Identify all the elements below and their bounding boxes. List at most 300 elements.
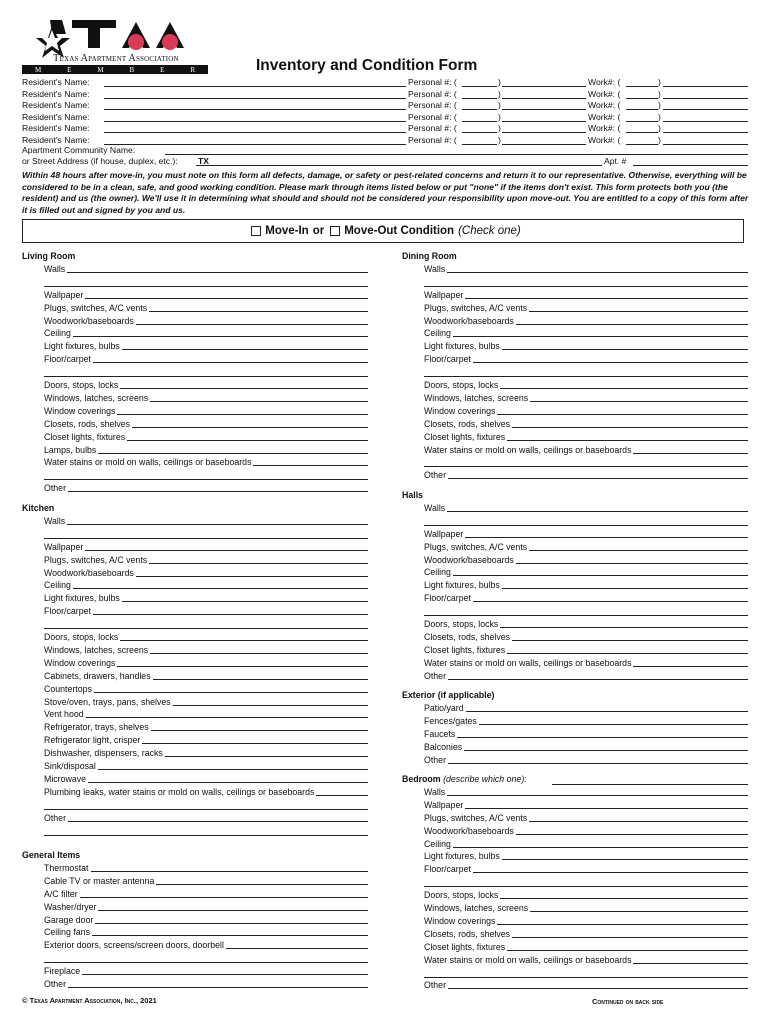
checklist-item	[44, 670, 368, 683]
checklist-item	[424, 444, 748, 457]
checklist-item	[424, 902, 748, 915]
checklist-item-field[interactable]	[424, 298, 748, 299]
member-letter: E	[67, 65, 72, 74]
checklist-item-label: Water stains or mold on walls, ceilings or baseboards	[424, 954, 632, 965]
association-name: Texas Apartment Association	[53, 53, 179, 64]
checklist-item	[44, 696, 368, 709]
move-out-label: Move-Out Condition	[344, 225, 455, 237]
checklist-item	[44, 862, 368, 875]
checklist-item-label: Woodwork/baseboards	[44, 567, 134, 578]
checklist-item-label: Floor/carpet	[44, 606, 91, 617]
blank-line-field[interactable]	[44, 537, 368, 539]
checklist-item-label: Ceiling	[44, 328, 71, 339]
work-label: Work#: (	[588, 100, 621, 110]
checklist-item-label: Light fixtures, bulbs	[424, 341, 500, 352]
checklist-item	[424, 812, 748, 825]
personal-label: Personal #: (	[408, 77, 457, 87]
checklist-item-label: Floor/carpet	[424, 864, 471, 875]
checklist-item-label: Ceiling	[424, 838, 451, 849]
checklist-item	[44, 379, 368, 392]
personal-number-field[interactable]	[502, 100, 586, 110]
checklist-item-label: Closets, rods, shelves	[44, 418, 131, 429]
checklist-item-field[interactable]	[44, 987, 368, 988]
checklist-item-field[interactable]	[424, 537, 748, 538]
resident-row	[22, 89, 748, 100]
condition-box	[22, 219, 744, 243]
checklist-item-field[interactable]	[44, 935, 368, 936]
checklist-item-label: Wallpaper	[424, 799, 464, 810]
blank-line-field[interactable]	[44, 808, 368, 810]
member-letter: M	[97, 65, 104, 74]
page-title: Inventory and Condition Form	[256, 57, 478, 74]
blank-line-field[interactable]	[44, 834, 368, 836]
checklist-item	[424, 715, 748, 728]
resident-name-label: Resident's Name:	[22, 100, 90, 110]
checklist-item-label: Ceiling	[44, 580, 71, 591]
checklist-item	[424, 838, 748, 851]
section-heading	[22, 502, 54, 515]
checklist-item-label: Wallpaper	[44, 541, 84, 552]
section-heading-text: General Items	[22, 850, 81, 860]
checklist-item	[424, 528, 748, 541]
work-area-field[interactable]	[626, 123, 658, 133]
close-paren: )	[498, 111, 501, 122]
close-paren: )	[498, 100, 501, 110]
resident-name-field[interactable]	[104, 112, 406, 122]
work-number-field[interactable]	[663, 100, 748, 110]
member-letter: M	[34, 65, 42, 74]
checklist-item-label: Floor/carpet	[424, 593, 471, 604]
work-label: Work#: (	[588, 123, 621, 133]
work-number-field[interactable]	[663, 112, 748, 122]
checklist-item	[44, 901, 368, 914]
checklist-item-label: Walls	[424, 786, 446, 797]
section-heading	[402, 773, 527, 786]
checklist-item-field[interactable]	[44, 871, 368, 872]
resident-row	[22, 135, 748, 146]
checklist-item-field[interactable]	[424, 711, 748, 712]
blank-line-field[interactable]	[424, 465, 748, 467]
checklist-item	[424, 850, 748, 863]
personal-label: Personal #: (	[408, 123, 457, 133]
checklist-item	[44, 515, 368, 528]
checklist-item-label: Ceiling	[424, 567, 451, 578]
checklist-item-field[interactable]	[424, 750, 748, 751]
address-field[interactable]	[196, 156, 602, 166]
checklist-item	[424, 702, 748, 715]
checklist-item-label: Countertops	[44, 683, 92, 694]
personal-number-field[interactable]	[502, 89, 586, 99]
checklist-item-label: Faucets	[424, 728, 456, 739]
checklist-item	[44, 875, 368, 888]
checklist-item	[424, 289, 748, 302]
section-heading	[402, 689, 494, 702]
checklist-item-label: Windows, latches, screens	[424, 903, 529, 913]
checklist-item	[424, 418, 748, 431]
checklist-item	[424, 741, 748, 754]
checklist-item-field[interactable]	[424, 847, 748, 848]
checklist-item-label: Cable TV or master antenna	[44, 875, 155, 886]
section-heading-hint: (describe which one):	[443, 774, 527, 784]
personal-label: Personal #: (	[408, 134, 457, 145]
personal-area-field[interactable]	[462, 77, 497, 87]
blank-line-field[interactable]	[424, 885, 748, 887]
checklist-item	[44, 734, 368, 747]
blank-line-field[interactable]	[424, 614, 748, 616]
checklist-item-label: Other	[424, 670, 447, 681]
logo-red-circle-2	[162, 34, 178, 50]
personal-label: Personal #: (	[408, 111, 457, 122]
checklist-item-label: Plugs, switches, A/C vents	[424, 812, 528, 823]
work-area-field[interactable]	[626, 112, 658, 122]
work-label: Work#: (	[588, 111, 621, 122]
checklist-item	[424, 825, 748, 838]
address-label: or Street Address (if house, duplex, etc.):	[22, 156, 178, 166]
checklist-item-label: Woodwork/baseboards	[424, 825, 514, 836]
personal-label: Personal #: (	[408, 100, 457, 110]
close-paren: )	[658, 100, 661, 110]
checklist-item-label: Microwave	[44, 773, 87, 784]
checklist-item-label: Window coverings	[44, 405, 116, 416]
checklist-item-field[interactable]	[424, 795, 748, 796]
checklist-item	[424, 392, 748, 405]
checklist-item	[44, 914, 368, 927]
checklist-item	[424, 954, 748, 967]
resident-name-label: Resident's Name:	[22, 134, 90, 145]
checklist-item	[44, 605, 368, 618]
checklist-item-label: Lamps, bulbs	[44, 444, 97, 455]
checklist-item-field[interactable]	[424, 511, 748, 512]
checklist-item	[44, 353, 368, 366]
checklist-item-label: Doors, stops, locks	[44, 632, 119, 642]
blank-line-field[interactable]	[44, 627, 368, 629]
checklist-item-label: Other	[424, 470, 447, 481]
section-heading-text: Bedroom	[402, 774, 441, 784]
work-number-field[interactable]	[663, 135, 748, 145]
resident-name-field[interactable]	[104, 123, 406, 133]
checklist-item	[424, 799, 748, 812]
community-field[interactable]	[165, 145, 748, 155]
checklist-item-field[interactable]	[424, 737, 748, 738]
checklist-item-label: Closet lights, fixtures	[424, 941, 506, 952]
checklist-item-label: Windows, latches, screens	[424, 392, 529, 403]
checklist-item-label: Other	[44, 812, 67, 823]
community-label: Apartment Community Name:	[22, 145, 136, 155]
personal-number-field[interactable]	[502, 77, 586, 87]
checklist-item	[44, 340, 368, 353]
checklist-item	[424, 670, 748, 683]
section-heading-text: Halls	[402, 490, 424, 500]
close-paren: )	[498, 134, 501, 145]
checklist-item-label: Ceiling fans	[44, 927, 90, 938]
checklist-item-label: Plugs, switches, A/C vents	[44, 554, 148, 565]
personal-area-field[interactable]	[462, 89, 497, 99]
blank-line-field[interactable]	[44, 375, 368, 377]
close-paren: )	[498, 88, 501, 99]
state-value: TX	[198, 156, 209, 166]
personal-area-field[interactable]	[462, 100, 497, 110]
checklist-item	[424, 631, 748, 644]
checklist-item-label: Light fixtures, bulbs	[44, 341, 120, 352]
checklist-item	[44, 541, 368, 554]
checklist-item-field[interactable]	[424, 808, 748, 809]
section-heading	[402, 489, 423, 502]
resident-name-label: Resident's Name:	[22, 88, 90, 99]
checklist-item-field[interactable]	[44, 782, 368, 783]
member-letter: R	[190, 65, 196, 74]
checklist-item-field[interactable]	[424, 478, 748, 479]
resident-row	[22, 123, 748, 134]
checklist-item	[44, 405, 368, 418]
checklist-item-label: Doors, stops, locks	[44, 380, 119, 390]
personal-number-field[interactable]	[502, 123, 586, 133]
move-in-label: Move-In	[265, 225, 309, 237]
checklist-item-label: Fences/gates	[424, 715, 477, 726]
checklist-item-field[interactable]	[424, 763, 748, 764]
move-out-checkbox[interactable]	[330, 226, 340, 236]
checklist-item	[424, 941, 748, 954]
checklist-item-label: Patio/yard	[424, 702, 464, 713]
checklist-item-label: Ceiling	[424, 328, 451, 339]
checklist-item-label: Woodwork/baseboards	[424, 315, 514, 326]
checklist-item-label: Light fixtures, bulbs	[424, 851, 500, 862]
checklist-item-label: Windows, latches, screens	[44, 644, 149, 655]
work-label: Work#: (	[588, 134, 621, 145]
blank-line-field[interactable]	[44, 478, 368, 480]
checklist-item	[424, 979, 748, 992]
checklist-item-field[interactable]	[424, 575, 748, 576]
checklist-item-label: Sink/disposal	[44, 761, 96, 771]
checklist-item-label: Plugs, switches, A/C vents	[44, 302, 148, 313]
checklist-item	[44, 888, 368, 901]
checklist-item	[424, 928, 748, 941]
personal-area-field[interactable]	[462, 135, 497, 145]
blank-line-field[interactable]	[44, 961, 368, 963]
checklist-item-field[interactable]	[44, 272, 368, 273]
check-one-hint: (Check one)	[458, 225, 521, 237]
checklist-item	[44, 965, 368, 978]
move-in-checkbox[interactable]	[251, 226, 261, 236]
checklist-item-label: Woodwork/baseboards	[44, 315, 134, 326]
checklist-item-label: Walls	[424, 502, 446, 513]
checklist-item-label: Wallpaper	[44, 289, 84, 300]
checklist-item	[44, 939, 368, 952]
checklist-item	[424, 786, 748, 799]
section-heading	[402, 250, 457, 263]
close-paren: )	[658, 111, 661, 122]
checklist-item-field[interactable]	[424, 336, 748, 337]
checklist-item	[44, 444, 368, 457]
checklist-item-label: A/C filter	[44, 888, 78, 899]
checklist-item-label: Refrigerator, trays, shelves	[44, 722, 149, 733]
member-bar	[22, 65, 208, 74]
personal-area-field[interactable]	[462, 123, 497, 133]
work-area-field[interactable]	[626, 77, 658, 87]
checklist-item	[424, 863, 748, 876]
checklist-item	[424, 579, 748, 592]
checklist-item-label: Closets, rods, shelves	[424, 631, 511, 642]
logo-t-stem	[88, 20, 100, 48]
checklist-item-label: Closet lights, fixtures	[44, 431, 126, 442]
or-label: or	[312, 225, 325, 237]
checklist-item	[424, 754, 748, 767]
close-paren: )	[498, 123, 501, 133]
blank-line-field[interactable]	[424, 375, 748, 377]
section-heading-text: Exterior (if applicable)	[402, 690, 495, 700]
logo-red-circle	[128, 34, 144, 50]
checklist-item-label: Water stains or mold on walls, ceilings or baseboards	[424, 444, 632, 455]
blank-line-field[interactable]	[44, 285, 368, 287]
checklist-item	[44, 786, 368, 799]
checklist-item-label: Closet lights, fixtures	[424, 431, 506, 442]
checklist-item	[44, 657, 368, 670]
checklist-item	[44, 644, 368, 657]
section-heading	[22, 250, 75, 263]
work-number-field[interactable]	[663, 77, 748, 87]
checklist-item-field[interactable]	[44, 336, 368, 337]
resident-row	[22, 112, 748, 123]
apt-label: Apt. #	[604, 156, 627, 166]
checklist-item	[44, 567, 368, 580]
checklist-item-field[interactable]	[44, 550, 368, 551]
checklist-item-label: Window coverings	[424, 915, 496, 926]
close-paren: )	[658, 77, 661, 87]
checklist-item-field[interactable]	[44, 524, 368, 525]
checklist-item-field[interactable]	[424, 988, 748, 989]
checklist-item	[44, 327, 368, 340]
checklist-item	[44, 773, 368, 786]
blank-line-field[interactable]	[424, 976, 748, 978]
close-paren: )	[658, 123, 661, 133]
checklist-item	[44, 708, 368, 721]
checklist-item-label: Light fixtures, bulbs	[44, 593, 120, 604]
checklist-item-field[interactable]	[44, 298, 368, 299]
checklist-item-label: Washer/dryer	[44, 901, 97, 912]
checklist-item-field[interactable]	[424, 272, 748, 273]
work-label: Work#: (	[588, 88, 621, 99]
checklist-item-label: Exterior doors, screens/screen doors, doorbell	[44, 940, 224, 951]
checklist-item-field[interactable]	[44, 491, 368, 492]
checklist-item	[44, 263, 368, 276]
checklist-item	[424, 327, 748, 340]
checklist-item-field[interactable]	[44, 897, 368, 898]
blank-line-field[interactable]	[424, 524, 748, 526]
checklist-item-label: Thermostat	[44, 862, 89, 873]
checklist-item-field[interactable]	[44, 821, 368, 822]
checklist-item-field[interactable]	[44, 974, 368, 975]
checklist-item-label: Walls	[44, 263, 66, 274]
checklist-item-label: Water stains or mold on walls, ceilings or baseboards	[44, 457, 252, 468]
work-label: Work#: (	[588, 77, 621, 87]
checklist-item-label: Closets, rods, shelves	[424, 928, 511, 939]
community-row	[22, 145, 748, 156]
checklist-item-field[interactable]	[424, 679, 748, 680]
work-number-field[interactable]	[663, 89, 748, 99]
checklist-item	[44, 418, 368, 431]
checklist-item	[424, 315, 748, 328]
resident-name-field[interactable]	[104, 100, 406, 110]
member-letter: B	[129, 65, 135, 74]
checklist-item-label: Other	[424, 980, 447, 991]
bedroom-description-field[interactable]	[552, 783, 748, 785]
checklist-item	[424, 263, 748, 276]
checklist-item	[44, 315, 368, 328]
checklist-item	[44, 683, 368, 696]
checklist-item-label: Walls	[424, 263, 446, 274]
apt-field[interactable]	[633, 156, 748, 166]
checklist-item	[424, 657, 748, 670]
checklist-item-label: Floor/carpet	[44, 354, 91, 365]
checklist-item-field[interactable]	[44, 588, 368, 589]
checklist-item	[44, 812, 368, 825]
checklist-item-label: Plugs, switches, A/C vents	[424, 541, 528, 552]
checklist-item	[44, 392, 368, 405]
checklist-item-label: Vent hood	[44, 709, 84, 720]
checklist-item-label: Wallpaper	[424, 289, 464, 300]
checklist-item-label: Fireplace	[44, 966, 81, 977]
resident-name-field[interactable]	[104, 89, 406, 99]
checklist-item-label: Window coverings	[424, 405, 496, 416]
checklist-item	[44, 302, 368, 315]
blank-line-field[interactable]	[424, 285, 748, 287]
checklist-item	[44, 592, 368, 605]
section-heading-text: Kitchen	[22, 503, 55, 513]
checklist-item-label: Balconies	[424, 741, 463, 752]
checklist-item-label: Water stains or mold on walls, ceilings or baseboards	[424, 657, 632, 668]
checklist-item	[44, 456, 368, 469]
checklist-item-label: Cabinets, drawers, handles	[44, 670, 151, 681]
resident-name-field[interactable]	[104, 135, 406, 145]
section-heading-text: Living Room	[22, 251, 76, 261]
personal-area-field[interactable]	[462, 112, 497, 122]
checklist-item	[424, 889, 748, 902]
work-area-field[interactable]	[626, 100, 658, 110]
checklist-item-label: Plumbing leaks, water stains or mold on walls, ceilings or baseboards	[44, 786, 315, 797]
checklist-item-label: Other	[424, 754, 447, 765]
instructions: Within 48 hours after move-in, you must note on this form all defects, damage, or safety or pest-related concerns and return it to our representative. Otherwise, everything will be considered to be in a clean, safe, and good working condition. Please mark through items listed below or put "none" if the items don't exist. This form protects both you (the resident) and us (the owner). We'll use it in determining what should and should not be considered your responsibility upon move-out. You are entitled to a copy of this form after it is filled out and signed by you and us.	[22, 170, 749, 215]
checklist-item	[424, 592, 748, 605]
section-heading-text: Dining Room	[402, 251, 457, 261]
checklist-item	[424, 728, 748, 741]
checklist-item	[44, 926, 368, 939]
checklist-item	[424, 618, 748, 631]
work-number-field[interactable]	[663, 123, 748, 133]
checklist-item	[44, 554, 368, 567]
personal-number-field[interactable]	[502, 112, 586, 122]
resident-name-field[interactable]	[104, 77, 406, 87]
checklist-item-label: Other	[44, 483, 67, 494]
member-letter: E	[160, 65, 165, 74]
checklist-item-label: Refrigerator light, crisper	[44, 735, 141, 746]
checklist-item-label: Doors, stops, locks	[424, 619, 499, 629]
work-area-field[interactable]	[626, 135, 658, 145]
checklist-item	[44, 978, 368, 991]
checklist-item	[424, 566, 748, 579]
checklist-item-label: Plugs, switches, A/C vents	[424, 302, 528, 313]
close-paren: )	[498, 77, 501, 87]
checklist-item	[44, 482, 368, 495]
resident-row	[22, 100, 748, 111]
checklist-item	[424, 541, 748, 554]
checklist-item	[424, 431, 748, 444]
work-area-field[interactable]	[626, 89, 658, 99]
resident-name-label: Resident's Name:	[22, 111, 90, 122]
checklist-item	[424, 554, 748, 567]
personal-number-field[interactable]	[502, 135, 586, 145]
checklist-item-label: Closets, rods, shelves	[424, 418, 511, 429]
address-row	[22, 156, 748, 167]
checklist-item-field[interactable]	[44, 717, 368, 718]
